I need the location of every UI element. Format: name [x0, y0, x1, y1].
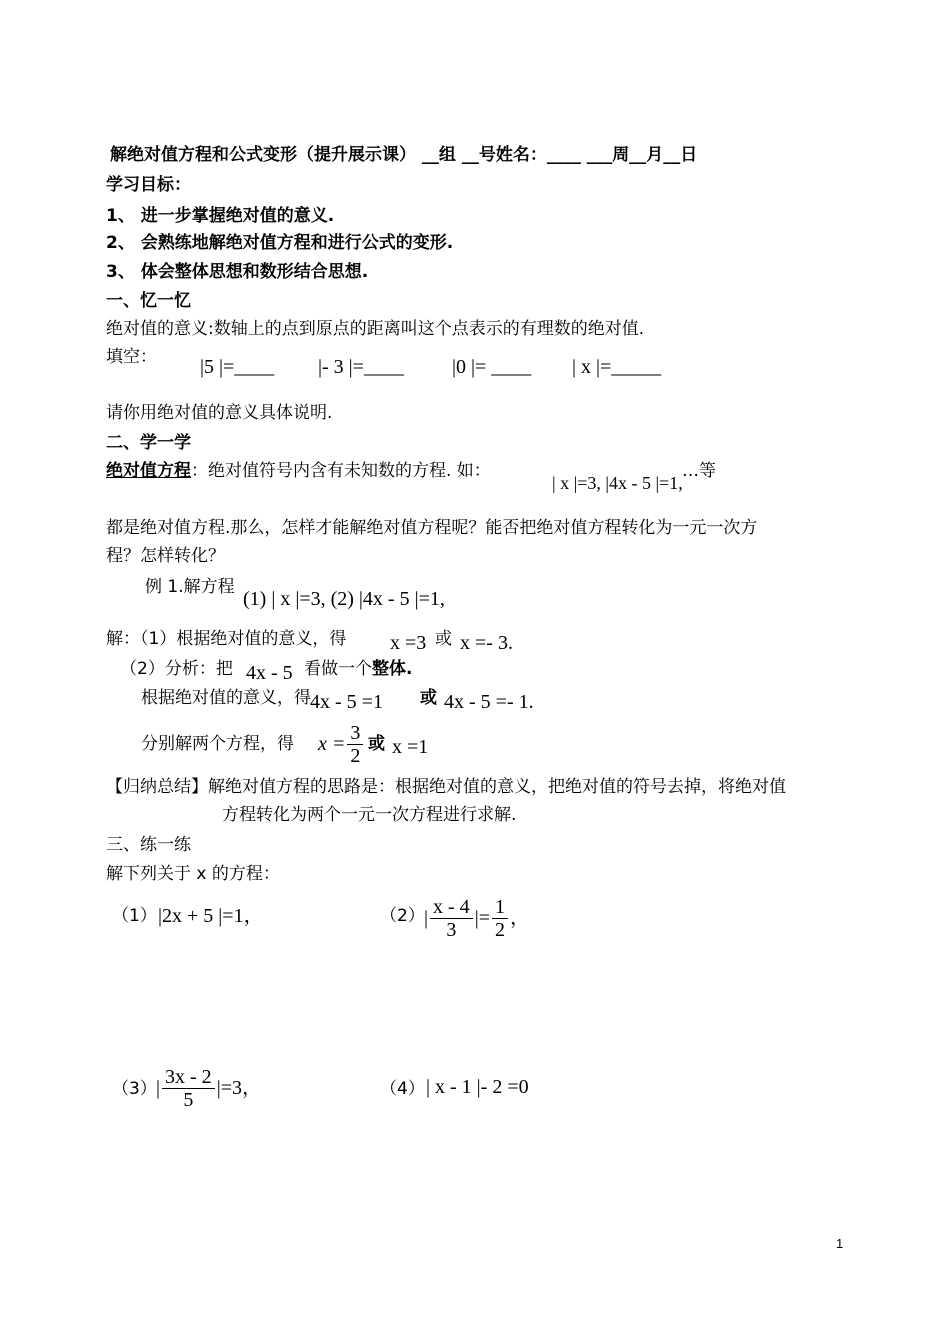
problem-4-label: （4） — [380, 1079, 425, 1099]
example-label: 例 1.解方程 — [145, 577, 235, 597]
goal-item-2: 2、 会熟练地解绝对值方程和进行公式的变形. — [106, 233, 454, 253]
solution-2c-result — [318, 714, 365, 774]
solution-2c-label: 分别解两个方程，得 — [141, 734, 294, 754]
goal-item-1: 1、 进一步掌握绝对值的意义. — [106, 206, 335, 226]
goals-heading: 学习目标： — [106, 175, 191, 195]
problem-3-denominator: 5 — [183, 1088, 194, 1111]
problem-2-equation: | $\frac{x - 4}{3}$ |= $\frac{1}{2}$ ， — [424, 895, 530, 941]
example-equations: | x |=3, |4x - 5 |=1, — [552, 473, 683, 493]
summary-line-1: 【归纳总结】解绝对值方程的思路是：根据绝对值的意义，把绝对值的符号去掉，将绝对值 — [106, 777, 786, 797]
example-problem: (1) | x |=3, (2) |4x - 5 |=1, — [243, 588, 445, 610]
solution-2c-b: x =1 — [392, 736, 429, 758]
fill-item-1: |5 |=____ — [200, 356, 275, 378]
section1-heading: 一、忆一忆 — [106, 291, 191, 311]
section2-heading: 二、学一学 — [106, 433, 191, 453]
solution-2b-or: 或 — [420, 688, 437, 708]
fraction-numerator: 3 — [347, 722, 363, 745]
whole-text: 整体. — [372, 659, 413, 679]
solution-2-label: （2）分析：把 — [120, 659, 233, 679]
problem-3-numerator: 3x - 2 — [162, 1066, 215, 1089]
fill-label: 填空： — [106, 347, 157, 367]
problem-2-rhs-denominator: 2 — [494, 918, 505, 941]
solution-2b-a: 4x - 5 =1 — [310, 691, 383, 713]
solution-1-b: x =- 3. — [460, 632, 513, 654]
problem-3-label: （3） — [112, 1079, 157, 1099]
section3-heading: 三、练一练 — [106, 835, 191, 855]
explain-prompt: 请你用绝对值的意义具体说明. — [106, 403, 333, 423]
summary-line-2: 方程转化为两个一元一次方程进行求解. — [222, 805, 517, 825]
question-line-2: 程？怎样转化？ — [106, 546, 225, 566]
view-as-text: 看做一个 — [304, 659, 372, 679]
fraction-three-halves — [347, 722, 363, 767]
problem-4-equation: | x - 1 |- 2 =0 — [426, 1076, 529, 1098]
fill-item-3: |0 |= ____ — [452, 356, 532, 378]
practice-intro: 解下列关于 x 的方程： — [106, 864, 280, 884]
problem-2-label: （2） — [380, 906, 425, 926]
problem-2-denominator: 3 — [446, 918, 457, 941]
fill-item-2: |- 3 |=____ — [318, 356, 404, 378]
question-line-1: 都是绝对值方程.那么，怎样才能解绝对值方程呢？能否把绝对值方程转化为一元一次方 — [106, 518, 758, 538]
solution-2c-or: 或 — [368, 734, 385, 754]
goal-item-3: 3、 体会整体思想和数形结合思想. — [106, 262, 369, 282]
problem-3-fraction — [162, 1066, 215, 1111]
solution-2-view — [304, 658, 412, 680]
solution-2-expr: 4x - 5 — [246, 662, 293, 684]
solution-1-or: 或 — [435, 629, 452, 649]
solution-1-label: 解：（1）根据绝对值的意义，得 — [106, 629, 347, 649]
page-number: 1 — [836, 1236, 844, 1251]
term-definition: ：绝对值符号内含有未知数的方程. 如： — [191, 461, 491, 481]
problem-1-label: （1） — [112, 906, 157, 926]
term-abs-equation: 绝对值方程 — [106, 461, 191, 481]
fraction-denominator: 2 — [350, 744, 361, 767]
x-equals: x = — [318, 733, 346, 755]
solution-2b-label: 根据绝对值的意义，得 — [141, 688, 311, 708]
problem-2-fraction — [430, 896, 473, 941]
abs-definition: 绝对值的意义:数轴上的点到原点的距离叫这个点表示的有理数的绝对值. — [106, 319, 645, 339]
abs-equation-definition — [106, 460, 491, 482]
etc-text: …等 — [682, 461, 716, 481]
problem-2-rhs-numerator: 1 — [492, 896, 508, 919]
problem-2-numerator: x - 4 — [430, 896, 473, 919]
problem-1-equation: |2x + 5 |=1， — [158, 905, 264, 927]
solution-1-a: x =3 — [390, 632, 427, 654]
page-title: 解绝对值方程和公式变形（提升展示课） __组 __号姓名：____ ___周__月__日 — [110, 145, 698, 165]
problem-2-rhs-fraction — [492, 896, 508, 941]
problem-3-equation: | $\frac{3x - 2}{5}$ |=3， — [156, 1065, 262, 1111]
problem-3-rhs: |=3， — [216, 1077, 262, 1099]
fill-item-4: | x |=_____ — [572, 356, 662, 378]
solution-2b-b: 4x - 5 =- 1. — [444, 691, 534, 713]
